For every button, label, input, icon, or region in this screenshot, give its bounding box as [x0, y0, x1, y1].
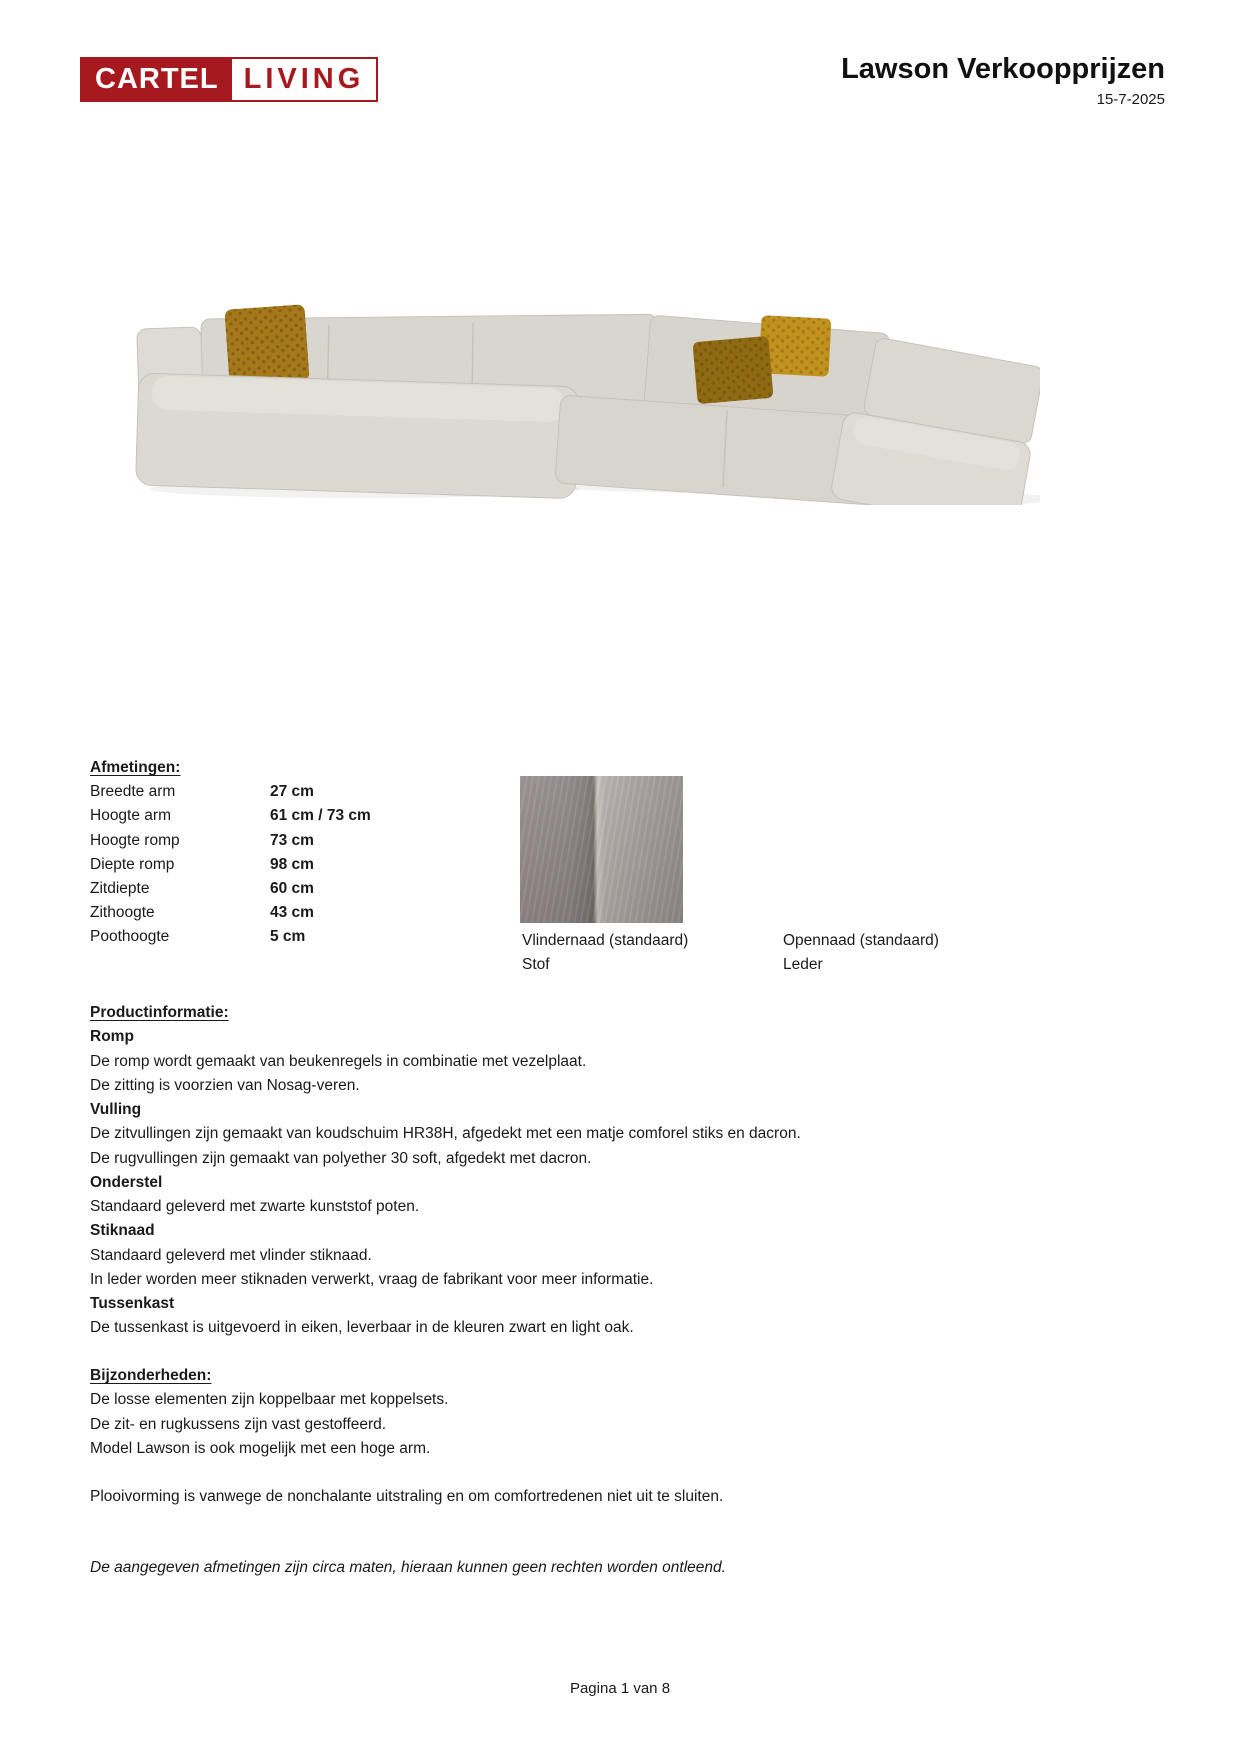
dim-value: 98 cm	[270, 855, 314, 873]
dim-value: 5 cm	[270, 928, 306, 946]
body-text: De aangegeven afmetingen zijn circa maten, hieraan kunnen geen rechten worden ontleend.	[90, 1559, 726, 1576]
gold-pillow-left	[224, 304, 309, 385]
special-features-heading: Bijzonderheden:	[90, 1367, 212, 1384]
dim-label: Hoogte romp	[90, 831, 180, 849]
body-text: In leder worden meer stiknaden verwerkt, vraag de fabrikant voor meer informatie.	[90, 1270, 654, 1288]
dimensions-heading: Afmetingen:	[90, 759, 181, 776]
document-date: 15-7-2025	[1096, 91, 1165, 108]
body-text: Plooivorming is vanwege de nonchalante uitstraling en om comfortredenen niet uit te sluiten.	[90, 1488, 724, 1505]
dimensions-disclaimer	[90, 1556, 1100, 1580]
header-title-block	[841, 52, 1165, 108]
sofa-photo	[115, 225, 1040, 505]
body-text: De zitting is voorzien van Nosag-veren.	[90, 1076, 360, 1094]
body-text: Standaard geleverd met vlinder stiknaad.	[90, 1246, 372, 1264]
dim-label: Zitdiepte	[90, 879, 150, 897]
body-text: Model Lawson is ook mogelijk met een hoge arm.	[90, 1439, 431, 1457]
brand-logo	[80, 57, 378, 102]
table-row	[90, 780, 450, 804]
stof-swatch-caption	[522, 929, 688, 977]
body-text: De romp wordt gemaakt van beukenregels in combinatie met vezelplaat.	[90, 1052, 587, 1070]
gold-pillow-corner-lower	[692, 336, 773, 404]
swatch-caption-line: Leder	[783, 956, 823, 974]
page-footer: Pagina 1 van 8	[569, 1680, 671, 1697]
leder-swatch-caption	[783, 929, 939, 977]
dim-label: Zithoogte	[90, 904, 155, 922]
swatch-caption-line: Stof	[522, 956, 550, 974]
sofa-illustration	[115, 225, 1040, 505]
dim-value: 60 cm	[270, 879, 314, 897]
dim-label: Breedte arm	[90, 783, 176, 801]
body-text: De tussenkast is uitgevoerd in eiken, leverbaar in de kleuren zwart en light oak.	[90, 1319, 634, 1337]
product-info-section	[90, 1001, 1100, 1341]
special-features-section	[90, 1364, 1100, 1461]
body-text: De rugvullingen zijn gemaakt van polyether 30 soft, afgedekt met dacron.	[90, 1149, 592, 1167]
table-row	[90, 925, 450, 949]
dim-label: Poothoogte	[90, 928, 170, 946]
subheading-romp: Romp	[90, 1028, 134, 1046]
body-text: De zitvullingen zijn gemaakt van koudschuim HR38H, afgedekt met een matje comforel stiks en dacron.	[90, 1125, 801, 1143]
dim-value: 27 cm	[270, 783, 314, 801]
subheading-onderstel: Onderstel	[90, 1173, 163, 1191]
subheading-vulling: Vulling	[90, 1101, 142, 1118]
brand-logo-living: LIVING	[232, 59, 377, 100]
swatch-caption-line: Vlindernaad (standaard)	[522, 932, 689, 949]
pleat-note	[90, 1485, 1100, 1509]
body-text: De zit- en rugkussens zijn vast gestoffeerd.	[90, 1415, 387, 1433]
table-row	[90, 901, 450, 925]
dimensions-table	[90, 756, 450, 950]
dim-value: 73 cm	[270, 831, 314, 849]
table-row	[90, 829, 450, 853]
table-row	[90, 877, 450, 901]
swatch-caption-line: Opennaad (standaard)	[783, 932, 939, 949]
dim-label: Hoogte arm	[90, 807, 171, 825]
product-info-heading: Productinformatie:	[90, 1004, 229, 1021]
subheading-tussenkast: Tussenkast	[90, 1295, 175, 1312]
table-row	[90, 853, 450, 877]
body-text: Standaard geleverd met zwarte kunststof poten.	[90, 1198, 420, 1215]
brand-logo-cartel: CARTEL	[82, 59, 232, 100]
page-title: Lawson Verkoopprijzen	[841, 53, 1165, 85]
stof-swatch-image	[520, 776, 683, 923]
leder-swatch-image	[779, 778, 941, 915]
dim-value: 43 cm	[270, 904, 314, 922]
dim-value: 61 cm / 73 cm	[270, 807, 371, 825]
table-row	[90, 804, 450, 828]
body-text: De losse elementen zijn koppelbaar met koppelsets.	[90, 1391, 449, 1409]
dim-label: Diepte romp	[90, 855, 175, 873]
subheading-stiknaad: Stiknaad	[90, 1222, 155, 1240]
